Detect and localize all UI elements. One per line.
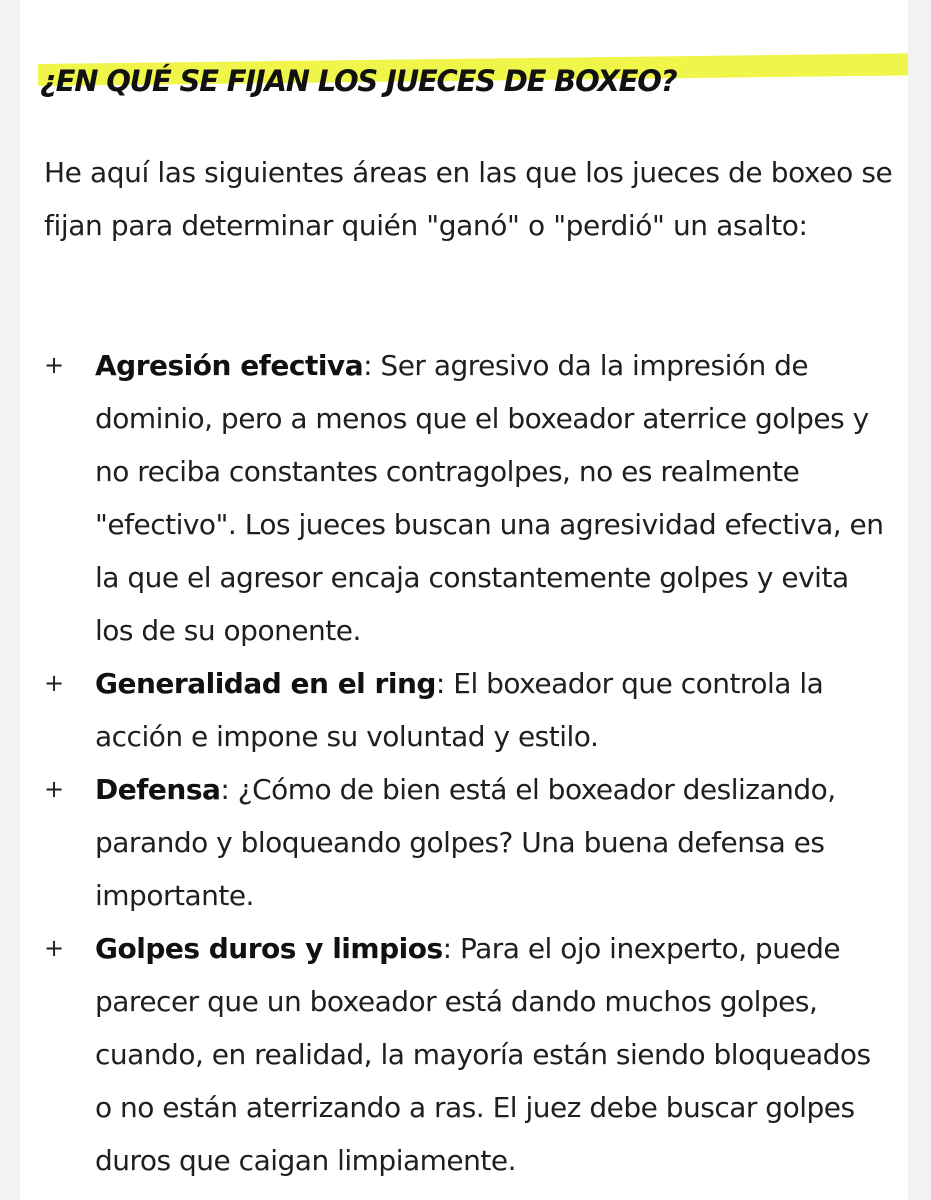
criterion-description: : Para el ojo inexperto, puede parecer que un boxeador está dando muchos golpes, cuando, en realidad, la mayoría están siendo bloqueados o no están aterrizando a ras. El juez debe buscar golpes duros que caigan limpiamente. <box>95 932 871 1177</box>
criterion-ring-generalship <box>44 657 894 763</box>
criterion-term: Agresión efectiva <box>95 349 364 382</box>
criterion-term: Golpes duros y limpios <box>95 932 443 965</box>
section-heading: ¿EN QUÉ SE FIJAN LOS JUECES DE BOXEO? <box>40 64 677 98</box>
plus-bullet-icon: + <box>44 669 64 697</box>
criterion-description: : El boxeador que controla la acción e impone su voluntad y estilo. <box>95 667 824 753</box>
criterion-clean-punches <box>44 922 894 1187</box>
criterion-term: Generalidad en el ring <box>95 667 436 700</box>
criterion-term: Defensa <box>95 773 221 806</box>
section-heading-block <box>38 58 908 98</box>
criterion-description: : ¿Cómo de bien está el boxeador deslizando, parando y bloqueando golpes? Una buena defensa es importante. <box>95 773 836 912</box>
criterion-effective-aggression <box>44 339 894 657</box>
plus-bullet-icon: + <box>44 775 64 803</box>
criterion-description: : Ser agresivo da la impresión de dominio, pero a menos que el boxeador aterrice golpes y no reciba constantes contragolpes, no es realmente "efectivo". Los jueces buscan una agresividad efectiva, en la que el agresor encaja constantemente golpes y evita los de su oponente. <box>95 349 884 647</box>
judging-criteria-list <box>44 339 894 1187</box>
intro-paragraph: He aquí las siguientes áreas en las que los jueces de boxeo se fijan para determinar quién "ganó" o "perdió" un asalto: <box>44 156 893 242</box>
plus-bullet-icon: + <box>44 934 64 962</box>
article-card <box>20 0 908 1200</box>
plus-bullet-icon: + <box>44 351 64 379</box>
criterion-defense <box>44 763 894 922</box>
